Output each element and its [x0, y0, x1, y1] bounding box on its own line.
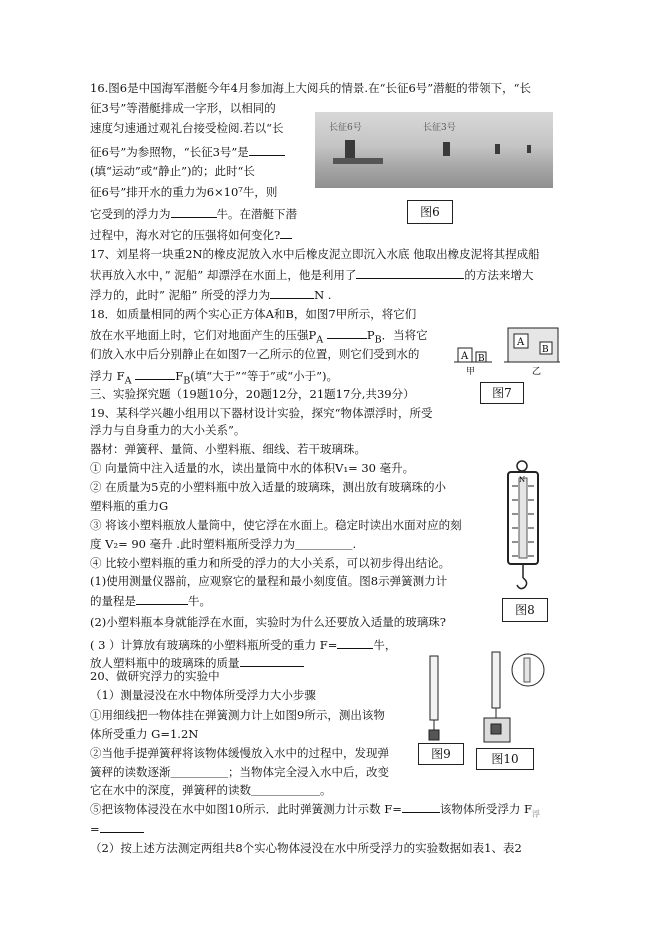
q17-text3a: 浮力的，此时” 泥船” 所受的浮力为 — [90, 288, 271, 302]
q20-line8 — [90, 800, 540, 822]
fig6-label: 图6 — [407, 200, 453, 224]
q20-text9: = — [90, 822, 100, 836]
q20-line1: 20、做研究浮力的实验中 — [90, 669, 220, 683]
blank-20a[interactable] — [402, 800, 440, 813]
photo-label-right: 长征3号 — [423, 123, 456, 133]
q19-line1: 19、某科学兴趣小组用以下器材设计实验，探究“物体漂浮时，所受 — [90, 406, 433, 420]
submarine-3 — [495, 144, 500, 154]
blank-16c[interactable] — [280, 226, 292, 239]
fig9-diagram — [420, 652, 450, 742]
blank-16a[interactable] — [249, 143, 285, 156]
q18-line2 — [90, 326, 428, 348]
q20-text8a: ⑤把该物体浸没在水中如图10所示．此时弹簧测力计示数 F= — [90, 802, 402, 816]
q19-line7: ③ 将该小塑料瓶放人量筒中，使它浮在水面上。稳定时读出水面对应的刻 — [90, 518, 462, 532]
fig10-diagram — [480, 640, 560, 745]
q18-text4c: (填“大于”“等于”或“小于”)。 — [190, 369, 338, 383]
submarine-4 — [527, 145, 531, 153]
section3-heading: 三、实验探究题（19题10分，20题12分，21题17分,共39分） — [90, 387, 415, 401]
q20-text8b: 该物体所受浮力 F — [439, 802, 533, 816]
q16-text7b: 牛。在潜艇下潜 — [216, 207, 297, 221]
fig7-box-a: A — [461, 351, 469, 362]
q18-text4b: F — [175, 369, 184, 383]
q16-text7a: 它受到的浮力为 — [90, 207, 171, 221]
blank-20b[interactable] — [100, 820, 144, 833]
q19-text13b: 牛， — [373, 638, 397, 652]
q18-text4a: 浮力 F — [90, 369, 125, 383]
q19-line6: 塑料瓶的重力G — [90, 499, 169, 513]
submarine-1-hull — [333, 158, 383, 164]
spring-scale-fig8 — [500, 458, 550, 594]
fig8-label: 图8 — [502, 598, 548, 622]
q20-line2: （1）测量浸没在水中物体所受浮力大小步骤 — [90, 688, 316, 702]
q17-line1: 17、刘星将一块重2N的橡皮泥放入水中后橡皮泥立即沉入水底 他取出橡皮泥将其捏成船 — [90, 247, 540, 261]
q19-line13 — [90, 636, 396, 653]
q18-line1: 18．如质量相同的两个实心正方体A和B，如图7甲所示，将它们 — [90, 307, 417, 321]
sub-float: 浮 — [532, 809, 541, 819]
q19-line8: 度 V₂= 90 毫升 .此时塑料瓶所受浮力为＿＿＿＿＿. — [90, 537, 357, 551]
q20-line5: ②当他手提弹簧秤将该物体缓慢放入水中的过程中，发现弹 — [90, 746, 389, 760]
q19-line4: ① 向量筒中注入适量的水，读出量筒中水的体积V₁= 30 毫升。 — [90, 461, 415, 475]
fig7-box-a2: A — [517, 337, 525, 348]
q16-text4: 征6号”为参照物，“长征3号”是 — [90, 145, 249, 159]
q16-line7 — [90, 205, 297, 222]
q16-line1: 16.图6是中国海军潜艇今年4月参加海上大阅兵的情景.在“长征6号”潜艇的带领下，“长 — [90, 81, 532, 95]
blank-18a[interactable] — [327, 326, 367, 339]
fig7-jia: 甲 — [466, 367, 476, 377]
q20-line10: （2）按上述方法测定两组共8个实心物体浸没在水中所受浮力的实验数据如表1、表2 — [90, 841, 522, 855]
q20-line7: 它在水中的深度，弹簧秤的读数＿＿＿＿＿＿。 — [90, 783, 332, 797]
q20-line4: 体所受重力 G=1.2N — [90, 727, 199, 741]
q19-text11b: 牛。 — [188, 594, 211, 608]
q16-line5: (填“运动”或“静止”)的；此时“长 — [90, 164, 255, 178]
q16-text8: 过程中，海水对它的压强将如何变化? — [90, 228, 281, 242]
scale-n-label: N — [519, 476, 526, 484]
q16-line6: 征6号”排开水的重力为6×10⁷牛，则 — [90, 185, 278, 199]
q19-line5: ② 在质量为5克的小塑料瓶中放入适量的玻璃珠，测出放有玻璃珠的小 — [90, 480, 446, 494]
q16-line2: 征3号”等潜艇排成一字形，以相同的 — [90, 101, 276, 115]
fig7-label: 图7 — [480, 382, 524, 404]
fig7-yi: 乙 — [532, 367, 542, 377]
blank-19b[interactable] — [337, 636, 373, 649]
submarine-2 — [443, 142, 450, 156]
q19-line10: (1)使用测量仪器前，应观察它的量程和最小刻度值。图8示弹簧测力计 — [90, 574, 448, 588]
q19-text11a: 的量程是 — [90, 594, 136, 608]
sub-a2: A — [124, 375, 132, 387]
fig7-box-b: B — [478, 354, 485, 364]
q19-line2: 浮力与自身重力的大小关系”。 — [90, 423, 246, 437]
blank-16b[interactable] — [171, 205, 217, 218]
q18-text2b: P — [366, 328, 375, 342]
fig7-diagram — [452, 322, 562, 382]
fig10-label: 图10 — [476, 748, 534, 770]
blank-18b[interactable] — [135, 367, 175, 380]
q18-text2c: ．当将它 — [381, 328, 428, 342]
q20-line3: ①用细线把一物体挂在弹簧测力计上如图9所示，测出该物 — [90, 708, 385, 722]
blank-19c[interactable] — [240, 654, 304, 667]
q19-line3: 器材：弹簧秤、量筒、小塑料瓶、细线、若干玻璃珠。 — [90, 442, 366, 456]
q19-line12: (2)小塑料瓶本身就能浮在水面，实验时为什么还要放入适量的玻璃珠? — [90, 615, 446, 629]
q17-line2 — [90, 266, 533, 283]
fig9-label: 图9 — [418, 743, 464, 765]
q18-line3: 们放入水中后分别静止在如图7一乙所示的位置，则它们受到水的 — [90, 347, 420, 361]
q17-text2a: 状再放入水中，” 泥船” 却漂浮在水面上，他是利用了 — [90, 268, 357, 282]
q16-line4 — [90, 143, 285, 160]
blank-19a[interactable] — [136, 592, 188, 605]
submarine-photo — [315, 112, 553, 188]
q20-line6: 簧秤的读数逐渐＿＿＿＿＿；当物体完全浸入水中后，改变 — [90, 765, 389, 779]
sub-a1: A — [316, 334, 324, 346]
q17-text2b: 的方法来增大 — [464, 268, 534, 282]
q17-text3b: N . — [314, 288, 332, 302]
submarine-1 — [345, 140, 355, 160]
blank-17a[interactable] — [356, 266, 464, 279]
fig7-box-b2: B — [542, 345, 549, 355]
q20-line9 — [90, 820, 144, 837]
q19-text13a: ( 3 ）计算放有玻璃珠的小塑料瓶所受的重力 F= — [90, 638, 338, 652]
q16-line3: 速度匀速通过观礼台接受检阅.若以“长 — [90, 121, 284, 135]
blank-17b[interactable] — [270, 286, 314, 299]
q19-line11 — [90, 592, 211, 609]
q16-line8 — [90, 226, 292, 243]
q18-text2a: 放在水平地面上时，它们对地面产生的压强P — [90, 328, 317, 342]
photo-label-left: 长征6号 — [329, 123, 362, 133]
q17-line3 — [90, 286, 331, 303]
sub-b1: B — [374, 334, 382, 346]
q19-line9: ④ 比较小塑料瓶的重力和所受的浮力的大小关系，可以初步得出结论。 — [90, 556, 451, 570]
q19-text14: 放人塑料瓶中的玻璃珠的质量 — [90, 656, 240, 670]
sub-b2: B — [183, 375, 191, 387]
